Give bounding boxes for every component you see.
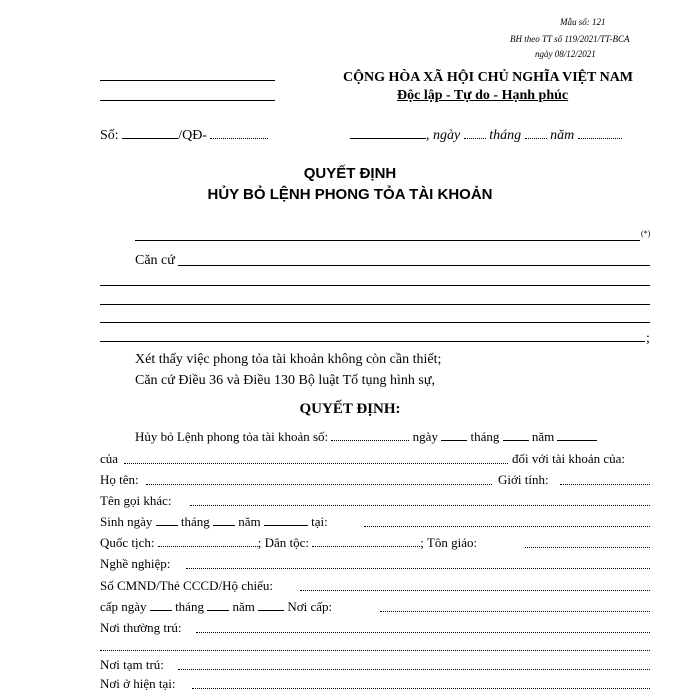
cua-label: của	[100, 451, 119, 466]
ho-ten-label: Họ tên:	[100, 472, 139, 487]
can-cu-line-4	[100, 322, 650, 323]
so-cmnd-field[interactable]	[300, 590, 650, 591]
sinh-ngay-row	[100, 515, 328, 528]
issued-by: BH theo TT số 119/2021/TT-BCA	[510, 34, 630, 44]
so-cmnd-label: Số CMND/Thẻ CCCD/Hộ chiếu:	[100, 578, 273, 593]
huy-bo-nam: năm	[531, 429, 555, 444]
gioi-tinh-field[interactable]	[560, 484, 650, 485]
can-cu-line-1	[178, 265, 650, 266]
motto: Độc lập - Tự do - Hạnh phúc	[397, 88, 569, 103]
cap-nam-label: năm	[232, 599, 255, 614]
cua-field[interactable]	[124, 463, 508, 464]
document-subtitle: HỦY BỎ LỆNH PHONG TỎA TÀI KHOẢN	[207, 186, 493, 203]
dan-toc-label: ; Dân tộc:	[257, 535, 310, 550]
decision-code: /QĐ-	[178, 128, 207, 143]
nation-heading: CỘNG HÒA XÃ HỘI CHỦ NGHĨA VIỆT NAM	[343, 70, 634, 85]
can-cu-line-2	[100, 285, 650, 286]
decision-heading: QUYẾT ĐỊNH:	[299, 401, 401, 417]
authority-line	[135, 240, 640, 241]
number-label: Số:	[100, 128, 119, 143]
noi-cap-field[interactable]	[380, 611, 650, 612]
document-title: QUYẾT ĐỊNH	[303, 165, 397, 182]
ho-ten-field[interactable]	[146, 484, 492, 485]
cap-ngay-label: cấp ngày	[100, 599, 147, 614]
noi-cap-label: Nơi cấp:	[287, 599, 333, 614]
gioi-tinh-label: Giới tính:	[498, 472, 549, 487]
place-date-line	[350, 128, 622, 143]
nghe-nghiep-label: Nghề nghiệp:	[100, 556, 171, 571]
reason-text: Xét thấy việc phong tỏa tài khoản không còn cần thiết;	[135, 352, 442, 367]
sinh-nam-label: năm	[238, 514, 261, 529]
form-number: Mẫu số: 121	[560, 17, 606, 27]
noi-tam-tru-field[interactable]	[178, 669, 650, 670]
huy-bo-thang: tháng	[470, 429, 500, 444]
agency-line-1	[100, 80, 275, 81]
can-cu-label: Căn cứ	[135, 253, 175, 268]
noi-o-hien-tai-field[interactable]	[192, 688, 650, 689]
ton-giao-label: ; Tôn giáo:	[420, 535, 478, 550]
noi-thuong-tru-label: Nơi thường trú:	[100, 620, 182, 635]
cap-ngay-row	[100, 600, 332, 613]
legal-basis-text: Căn cứ Điều 36 và Điều 130 Bộ luật Tố tụng hình sự,	[135, 373, 435, 388]
sinh-thang-label: tháng	[180, 514, 210, 529]
can-cu-line-3	[100, 304, 650, 305]
nghe-nghiep-field[interactable]	[186, 568, 650, 569]
huy-bo-label: Hủy bỏ Lệnh phong tỏa tài khoản số:	[135, 429, 329, 444]
agency-line-2	[100, 100, 275, 101]
can-cu-line-5	[100, 341, 645, 342]
noi-tam-tru-label: Nơi tạm trú:	[100, 657, 164, 672]
footnote-mark: (*)	[641, 229, 651, 238]
noi-thuong-tru-field[interactable]	[196, 632, 650, 633]
ton-giao-field[interactable]	[525, 547, 650, 548]
ten-goi-khac-label: Tên gọi khác:	[100, 493, 172, 508]
doi-voi-label: đối với tài khoản của:	[512, 451, 626, 466]
date-thang: tháng	[489, 128, 522, 143]
sinh-tai-field[interactable]	[364, 526, 650, 527]
noi-thuong-tru-field-2[interactable]	[100, 650, 650, 651]
sinh-ngay-label: Sinh ngày	[100, 514, 153, 529]
quoc-tich-row	[100, 536, 477, 549]
noi-o-hien-tai-label: Nơi ở hiện tại:	[100, 676, 176, 691]
ten-goi-khac-field[interactable]	[190, 505, 650, 506]
date-ngay: , ngày	[426, 128, 461, 143]
sinh-tai-label: tại:	[311, 514, 328, 529]
issued-date: ngày 08/12/2021	[535, 49, 596, 59]
quoc-tich-label: Quốc tịch:	[100, 535, 155, 550]
huy-bo-ngay: ngày	[412, 429, 438, 444]
date-nam: năm	[550, 128, 575, 143]
can-cu-semicolon: ;	[646, 331, 650, 346]
cap-thang-label: tháng	[175, 599, 204, 614]
huy-bo-row	[135, 430, 597, 443]
number-line	[100, 128, 268, 143]
